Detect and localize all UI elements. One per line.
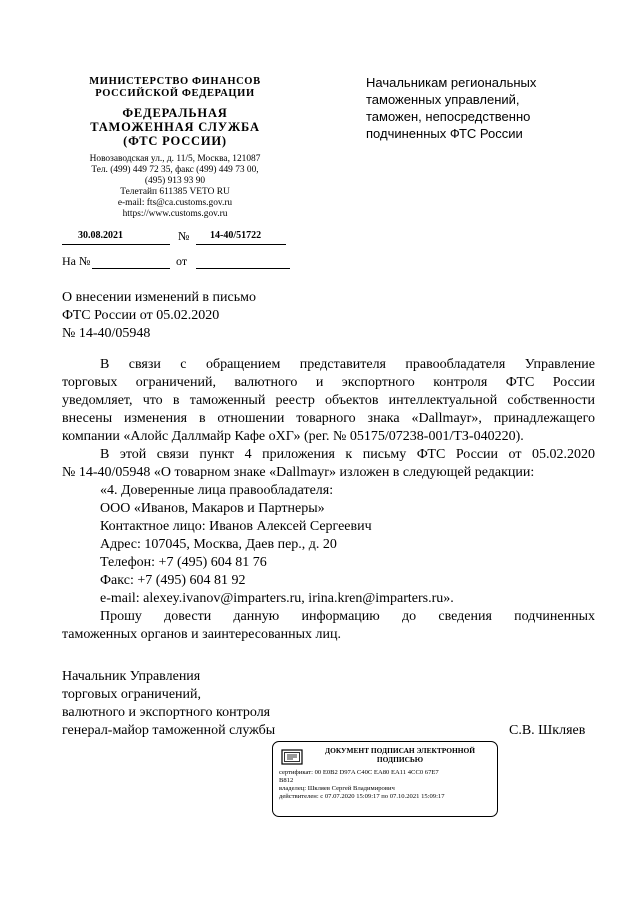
service-line-3: (ФТС РОССИИ) [123, 134, 227, 148]
body-p1-line-1: В связи с обращением представителя правообладателя Управление [100, 357, 595, 372]
stamp-certificate-cont: B812 [279, 777, 294, 784]
signatory-line-3: валютного и экспортного контроля [62, 705, 271, 720]
signatory-title [62, 668, 275, 740]
ref-from: от [176, 254, 188, 268]
body-p3-line-1: Прошу довести данную информацию до сведения подчиненных [100, 609, 595, 624]
sender-phone-1: Тел. (499) 449 72 35, факс (499) 449 73 00, [91, 165, 259, 175]
stamp-valid: действителен: с 07.07.2020 15:09:17 по 07.10.2021 15:09:17 [279, 793, 445, 800]
quote-line-4: Адрес: 107045, Москва, Даев пер., д. 20 [100, 537, 337, 552]
body-p3-line-2: таможенных органов и заинтересованных лиц. [62, 627, 341, 642]
addressee [366, 74, 586, 142]
quote-line-6: Факс: +7 (495) 604 81 92 [100, 573, 246, 588]
reg-date-underline [62, 244, 170, 245]
body-p2-line-2: № 14-40/05948 «О товарном знаке «Dallmayr» изложен в следующей редакции: [62, 465, 535, 480]
subject-line-3: № 14-40/05948 [62, 326, 151, 341]
addressee-line-2: таможенных управлений, [366, 92, 520, 107]
quote-line-7: e-mail: alexey.ivanov@imparters.ru, irina.kren@imparters.ru». [100, 591, 454, 606]
addressee-line-4: подчиненных ФТС России [366, 126, 523, 141]
ref-date-underline [196, 268, 290, 269]
body-p1-line-3: уведомляет, что в таможенный реестр объектов интеллектуальной собственности [62, 393, 595, 408]
addressee-line-1: Начальникам региональных [366, 75, 537, 90]
addressee-line-3: таможен, непосредственно [366, 109, 531, 124]
ref-number-underline [92, 268, 170, 269]
body-p1-line-4: внесены изменения в отношении товарного знака «Dallmayr», принадлежащего [62, 411, 595, 426]
subject [62, 289, 256, 343]
quote-line-3: Контактное лицо: Иванов Алексей Сергеевич [100, 519, 372, 534]
ministry-line-2: РОССИЙСКОЙ ФЕДЕРАЦИИ [95, 88, 255, 99]
body-p1-line-2: торговых ограничений, валютного и экспортного контроля ФТС России [62, 375, 595, 390]
service-line-2: ТАМОЖЕННАЯ СЛУЖБА [90, 120, 260, 134]
body-p1-line-5: компании «Алойс Даллмайр Кафе оХГ» (рег. № 05175/07238-001/ТЗ-040220). [62, 429, 524, 444]
sender-website: https://www.customs.gov.ru [122, 209, 228, 219]
sender-email: e-mail: fts@ca.customs.gov.ru [117, 198, 233, 208]
e-signature-stamp [272, 741, 498, 817]
quote-line-1: «4. Доверенные лица правообладателя: [100, 483, 334, 498]
service-line-1: ФЕДЕРАЛЬНАЯ [122, 106, 228, 120]
signatory-line-4: генерал-майор таможенной службы [62, 723, 276, 738]
reg-number: 14-40/51722 [210, 230, 262, 241]
reg-date: 30.08.2021 [78, 230, 123, 241]
stamp-owner: владелец: Шкляев Сергей Владимирович [279, 785, 395, 792]
sender-phone-2: (495) 913 93 90 [144, 176, 206, 186]
reg-no-sign: № [178, 229, 190, 243]
stamp-title: ДОКУМЕНТ ПОДПИСАН ЭЛЕКТРОННОЙ ПОДПИСЬЮ [325, 746, 475, 764]
sender-telex: Телетайп 611385 VETO RU [120, 187, 230, 197]
stamp-certificate: сертификат: 00 E0B2 D97A C40C EA80 EA11 4CC0 67E7 [279, 769, 439, 776]
body-p2-line-1: В этой связи пункт 4 приложения к письму ФТС России от 05.02.2020 [100, 447, 595, 462]
ministry-line-1: МИНИСТЕРСТВО ФИНАНСОВ [89, 76, 261, 87]
quote-line-5: Телефон: +7 (495) 604 81 76 [100, 555, 267, 570]
signatory-line-2: торговых ограничений, [62, 687, 202, 702]
certificate-icon [281, 748, 303, 766]
reg-number-underline [196, 244, 286, 245]
stamp-details [279, 769, 493, 801]
signatory-line-1: Начальник Управления [62, 669, 201, 684]
sender-address: Новозаводская ул., д. 11/5, Москва, 121087 [89, 154, 261, 164]
signatory-name: С.В. Шкляев [509, 723, 586, 738]
service-name [62, 106, 288, 148]
sender-header [62, 76, 288, 220]
ref-label: На № [62, 254, 91, 268]
quote-line-2: ООО «Иванов, Макаров и Партнеры» [100, 501, 325, 516]
subject-line-2: ФТС России от 05.02.2020 [62, 308, 220, 323]
letter-body [62, 356, 595, 644]
subject-line-1: О внесении изменений в письмо [62, 290, 256, 305]
sender-contacts [62, 154, 288, 220]
